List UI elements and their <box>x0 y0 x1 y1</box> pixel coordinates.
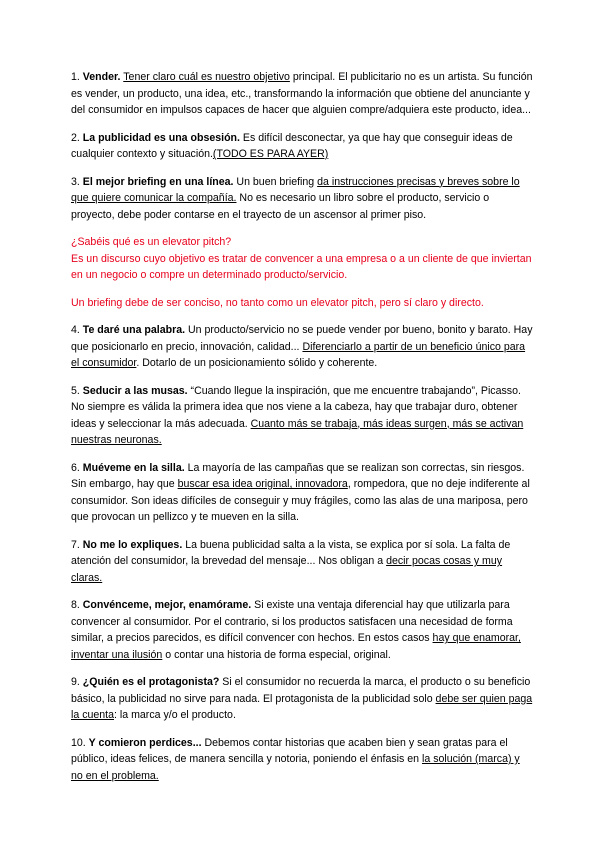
point-text: Debemos contar historias que acaben bien y sean gratas para el público, ideas felices, de manera sencilla y notoria, poniendo el énfasis en <box>71 736 508 765</box>
point-title: El mejor briefing en una línea. <box>82 175 234 188</box>
point-paragraph <box>71 674 533 724</box>
elevator-pitch-answer: Es un discurso cuyo objetivo es tratar de convencer a una empresa o a un cliente de que inviertan en un negocio o compre un determinado producto/servicio. <box>71 252 532 281</box>
point-text: Si el consumidor no recuerda la marca, el producto o su beneficio básico, la publicidad no sirve para nada. El protagonista de la publicidad solo <box>71 676 531 705</box>
point-paragraph <box>71 537 533 587</box>
point-text: La buena publicidad salta a la vista, se explica por sí sola. La falta de atención del consumidor, la brevedad del mensaje... Nos obligan a <box>71 538 511 567</box>
point-underlined-text: hay que enamorar, inventar una ilusión <box>71 632 521 661</box>
point-text: o contar una historia de forma especial, original. <box>162 648 391 661</box>
point-number: 6. <box>71 461 83 474</box>
point-title: Te daré una palabra. <box>82 324 186 336</box>
point-title: No me lo expliques. <box>82 538 183 551</box>
point-paragraph <box>71 460 533 526</box>
point-text: Es difícil desconectar, ya que hay que conseguir ideas de cualquier contexto y situación. <box>71 131 513 160</box>
point-underlined-text: Cuanto más se trabaja, más ideas surgen, más se activan nuestras neuronas. <box>71 417 524 446</box>
elevator-pitch-block <box>71 234 533 284</box>
point-text: , rompedora, que no deje indiferente al consumidor. Son ideas difíciles de conseguir y muy frágiles, como las alas de una mariposa, pero que provocan un pellizco y te mueven en la silla. <box>71 478 530 523</box>
point-underlined-text: Tener claro cuál es nuestro objetivo <box>123 71 290 83</box>
points-list-bottom <box>71 322 533 784</box>
point-text: Si existe una ventaja diferencial hay que utilizarla para convencer al consumidor. Por el contrario, si los productos satisfacen una necesidad de forma similar, a precios parecidos, es difícil convencer con hechos. En estos casos <box>71 599 513 644</box>
point-title: Vender. <box>82 71 121 83</box>
point-number: 10. <box>71 736 89 749</box>
point-number: 3. <box>71 175 83 188</box>
elevator-pitch-question: ¿Sabéis qué es un elevator pitch? <box>71 236 232 248</box>
point-underlined-text: Diferenciarlo a partir de un beneficio único para el consumidor <box>71 340 526 369</box>
point-text: “Cuando llegue la inspiración, que me encuentre trabajando”, Picasso. No siempre es válida la primera idea que nos viene a la cabeza, hay que trabajar duro, obtener ideas y seleccionar la más adecuada. <box>71 384 521 430</box>
point-title: Seducir a las musas. <box>82 384 188 397</box>
point-paragraph <box>71 174 533 224</box>
point-number: 1. <box>71 71 83 83</box>
point-number: 8. <box>71 599 83 611</box>
point-paragraph <box>71 130 533 163</box>
point-text: La mayoría de las campañas que se realizan son correctas, sin riesgos. Sin embargo, hay que <box>71 461 525 490</box>
point-text: . Dotarlo de un posicionamiento sólido y coherente. <box>136 357 378 369</box>
point-title: ¿Quién es el protagonista? <box>82 676 220 688</box>
point-paragraph <box>71 735 533 785</box>
briefing-note: Un briefing debe de ser conciso, no tanto como un elevator pitch, pero sí claro y directo. <box>71 296 484 309</box>
point-text: Un producto/servicio no se puede vender por bueno, bonito y barato. Hay que posicionarlo en precio, innovación, calidad... <box>71 324 533 353</box>
point-title: Muéveme en la silla. <box>82 461 185 474</box>
point-paragraph <box>71 597 533 663</box>
point-underlined-text: decir pocas cosas y muy claras. <box>71 555 503 584</box>
point-number: 4. <box>71 324 83 336</box>
points-list-top <box>71 69 533 223</box>
point-number: 7. <box>71 538 83 551</box>
point-underlined-text: da instrucciones precisas y breves sobre lo que quiere comunicar la compañía. <box>71 175 520 204</box>
point-text: Un buen briefing <box>233 175 318 188</box>
point-title: Y comieron perdices... <box>88 736 202 749</box>
document-page <box>71 69 533 795</box>
point-paragraph <box>71 322 533 372</box>
point-paragraph <box>71 383 533 449</box>
point-underlined-text: buscar esa idea original, innovadora <box>177 478 348 490</box>
point-title: La publicidad es una obsesión. <box>82 131 240 144</box>
point-text: principal. El publicitario no es un artista. Su función es vender, un producto, una idea, etc., transformando la información que obtiene del anunciante y del consumidor en impulsos capaces de hacer que alguien compre/adquiera este producto, idea... <box>71 71 533 116</box>
point-title: Convénceme, mejor, enamórame. <box>82 599 252 611</box>
point-paragraph <box>71 69 533 119</box>
point-underlined-text: debe ser quien paga la cuenta <box>71 692 533 721</box>
point-number: 9. <box>71 676 83 688</box>
point-text: : la marca y/o el producto. <box>114 709 236 721</box>
point-text: No es necesario un libro sobre el producto, servicio o proyecto, debe poder contarse en el trayecto de un ascensor al primer piso. <box>71 192 490 221</box>
point-number: 2. <box>71 131 83 144</box>
point-number: 5. <box>71 384 83 397</box>
point-underlined-text: (TODO ES PARA AYER) <box>212 148 329 160</box>
point-underlined-text: la solución (marca) y no en el problema. <box>71 753 520 782</box>
